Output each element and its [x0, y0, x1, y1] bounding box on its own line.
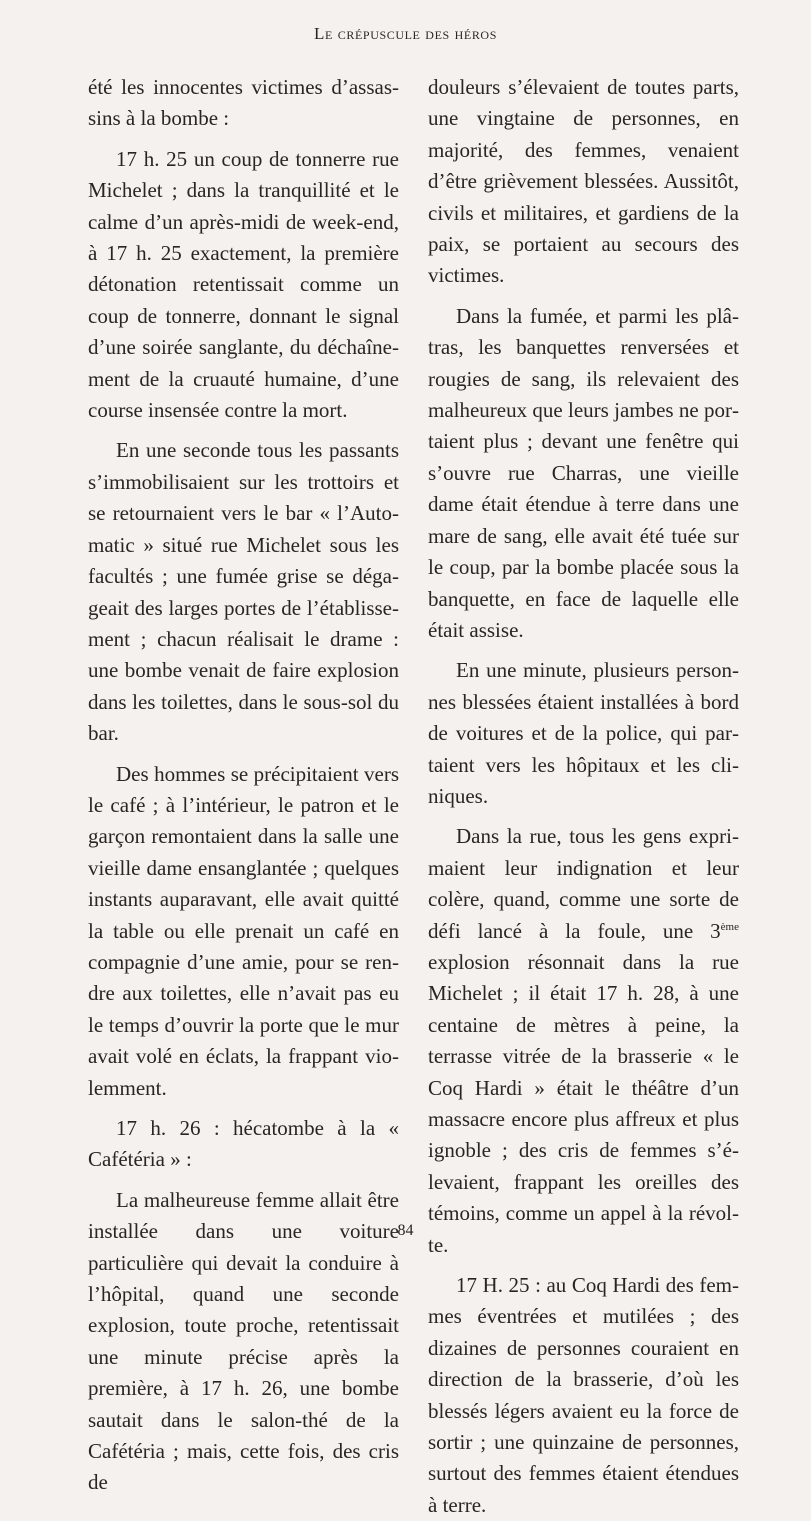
paragraph: Dans la fumée, et parmi les plâtras, les banquettes renversées et rougies de sang, ils relevaient des malheureux que leurs jambes ne portaient plus ; devant une fenêtre qui s’ouvre rue Charras, une vieille dame était étendue à terre dans une mare de sang, elle avait été tuée sur le coup, par la bombe placée sous la banquette, en face de laquelle elle était assise.	[428, 303, 739, 642]
paragraph: 17 h. 26 : hécatombe à la « Cafétéria » :	[88, 1116, 399, 1172]
paragraph: Des hommes se précipitaient vers le café ; à l’intérieur, le patron et le garçon remontaient dans la salle une vieille dame ensanglantée ; quelques instants auparavant, elle avait quitté la table ou elle prenait un café en compagnie d’une amie, pour se rendre aux toilettes, elle n’avait pas eu le temps d’ouvrir la porte que le mur avait volé en éclats, la frappant violemment.	[88, 761, 399, 1100]
page-number: 84	[397, 1222, 414, 1239]
ordinal-superscript: ème	[720, 920, 739, 933]
paragraph: La malheureuse femme allait être installée dans une voiture particulière qui devait la conduire à l’hôpital, quand une seconde explosion, toute proche, retentissait une minute précise après la première, à 17 h. 26, une bombe sautait dans le salon-thé de la Cafétéria ; mais, cette fois, des cris de	[88, 1187, 399, 1495]
paragraph: 17 h. 25 un coup de tonnerre rue Michelet ; dans la tranquillité et le calme d’un après-midi de week-end, à 17 h. 25 exactement, la première détonation retentissait comme un coup de tonnerre, donnant le signal d’une soirée sanglante, du déchaînement de la cruauté humaine, d’une course insensée contre la mort.	[88, 146, 399, 423]
right-column	[428, 72, 739, 1521]
paragraph: été les innocentes victimes d’assassins à la bombe :	[88, 75, 399, 131]
running-head: Le crépuscule des héros	[314, 24, 497, 43]
left-column	[88, 72, 399, 1499]
paragraph: En une minute, plusieurs personnes blessées étaient installées à bord de voitures et de la police, qui partaient vers les hôpitaux et les cliniques.	[428, 658, 739, 808]
text-run: Dans la rue, tous les gens exprimaient leur indignation et leur colère, quand, comme une sorte de défi lancé à la foule, une 3	[428, 824, 739, 943]
paragraph: 17 H. 25 : au Coq Hardi des femmes éventrées et mutilées ; des dizaines de personnes couraient en direction de la brasserie, d’où les blessés légers avaient eu la force de sortir ; une quinzaine de personnes, surtout des femmes étaient étendues à terre.	[428, 1273, 739, 1517]
text-run: explosion résonnait dans la rue Michelet ; il était 17 h. 28, à une centaine de mètres à peine, la terrasse vitrée de la brasserie « le Coq Hardi » était le théâtre d’un massacre encore plus affreux et plus ignoble ; des cris de femmes s’élevaient, frappant les oreilles des témoins, comme un appel à la révolte.	[428, 949, 739, 1257]
paragraph	[428, 821, 739, 1261]
paragraph: douleurs s’élevaient de toutes parts, une vingtaine de personnes, en majorité, des femmes, venaient d’être grièvement blessées. Aussitôt, civils et militaires, et gardiens de la paix, se portaient au secours des victimes.	[428, 75, 739, 288]
paragraph: En une seconde tous les passants s’immobilisaient sur les trottoirs et se retournaient vers le bar « l’Automatic » situé rue Michelet sous les facultés ; une fumée grise se dégageait des larges portes de l’établissement ; chacun réalisait le drame : une bombe venait de faire explosion dans les toilettes, dans le sous-sol du bar.	[88, 438, 399, 746]
